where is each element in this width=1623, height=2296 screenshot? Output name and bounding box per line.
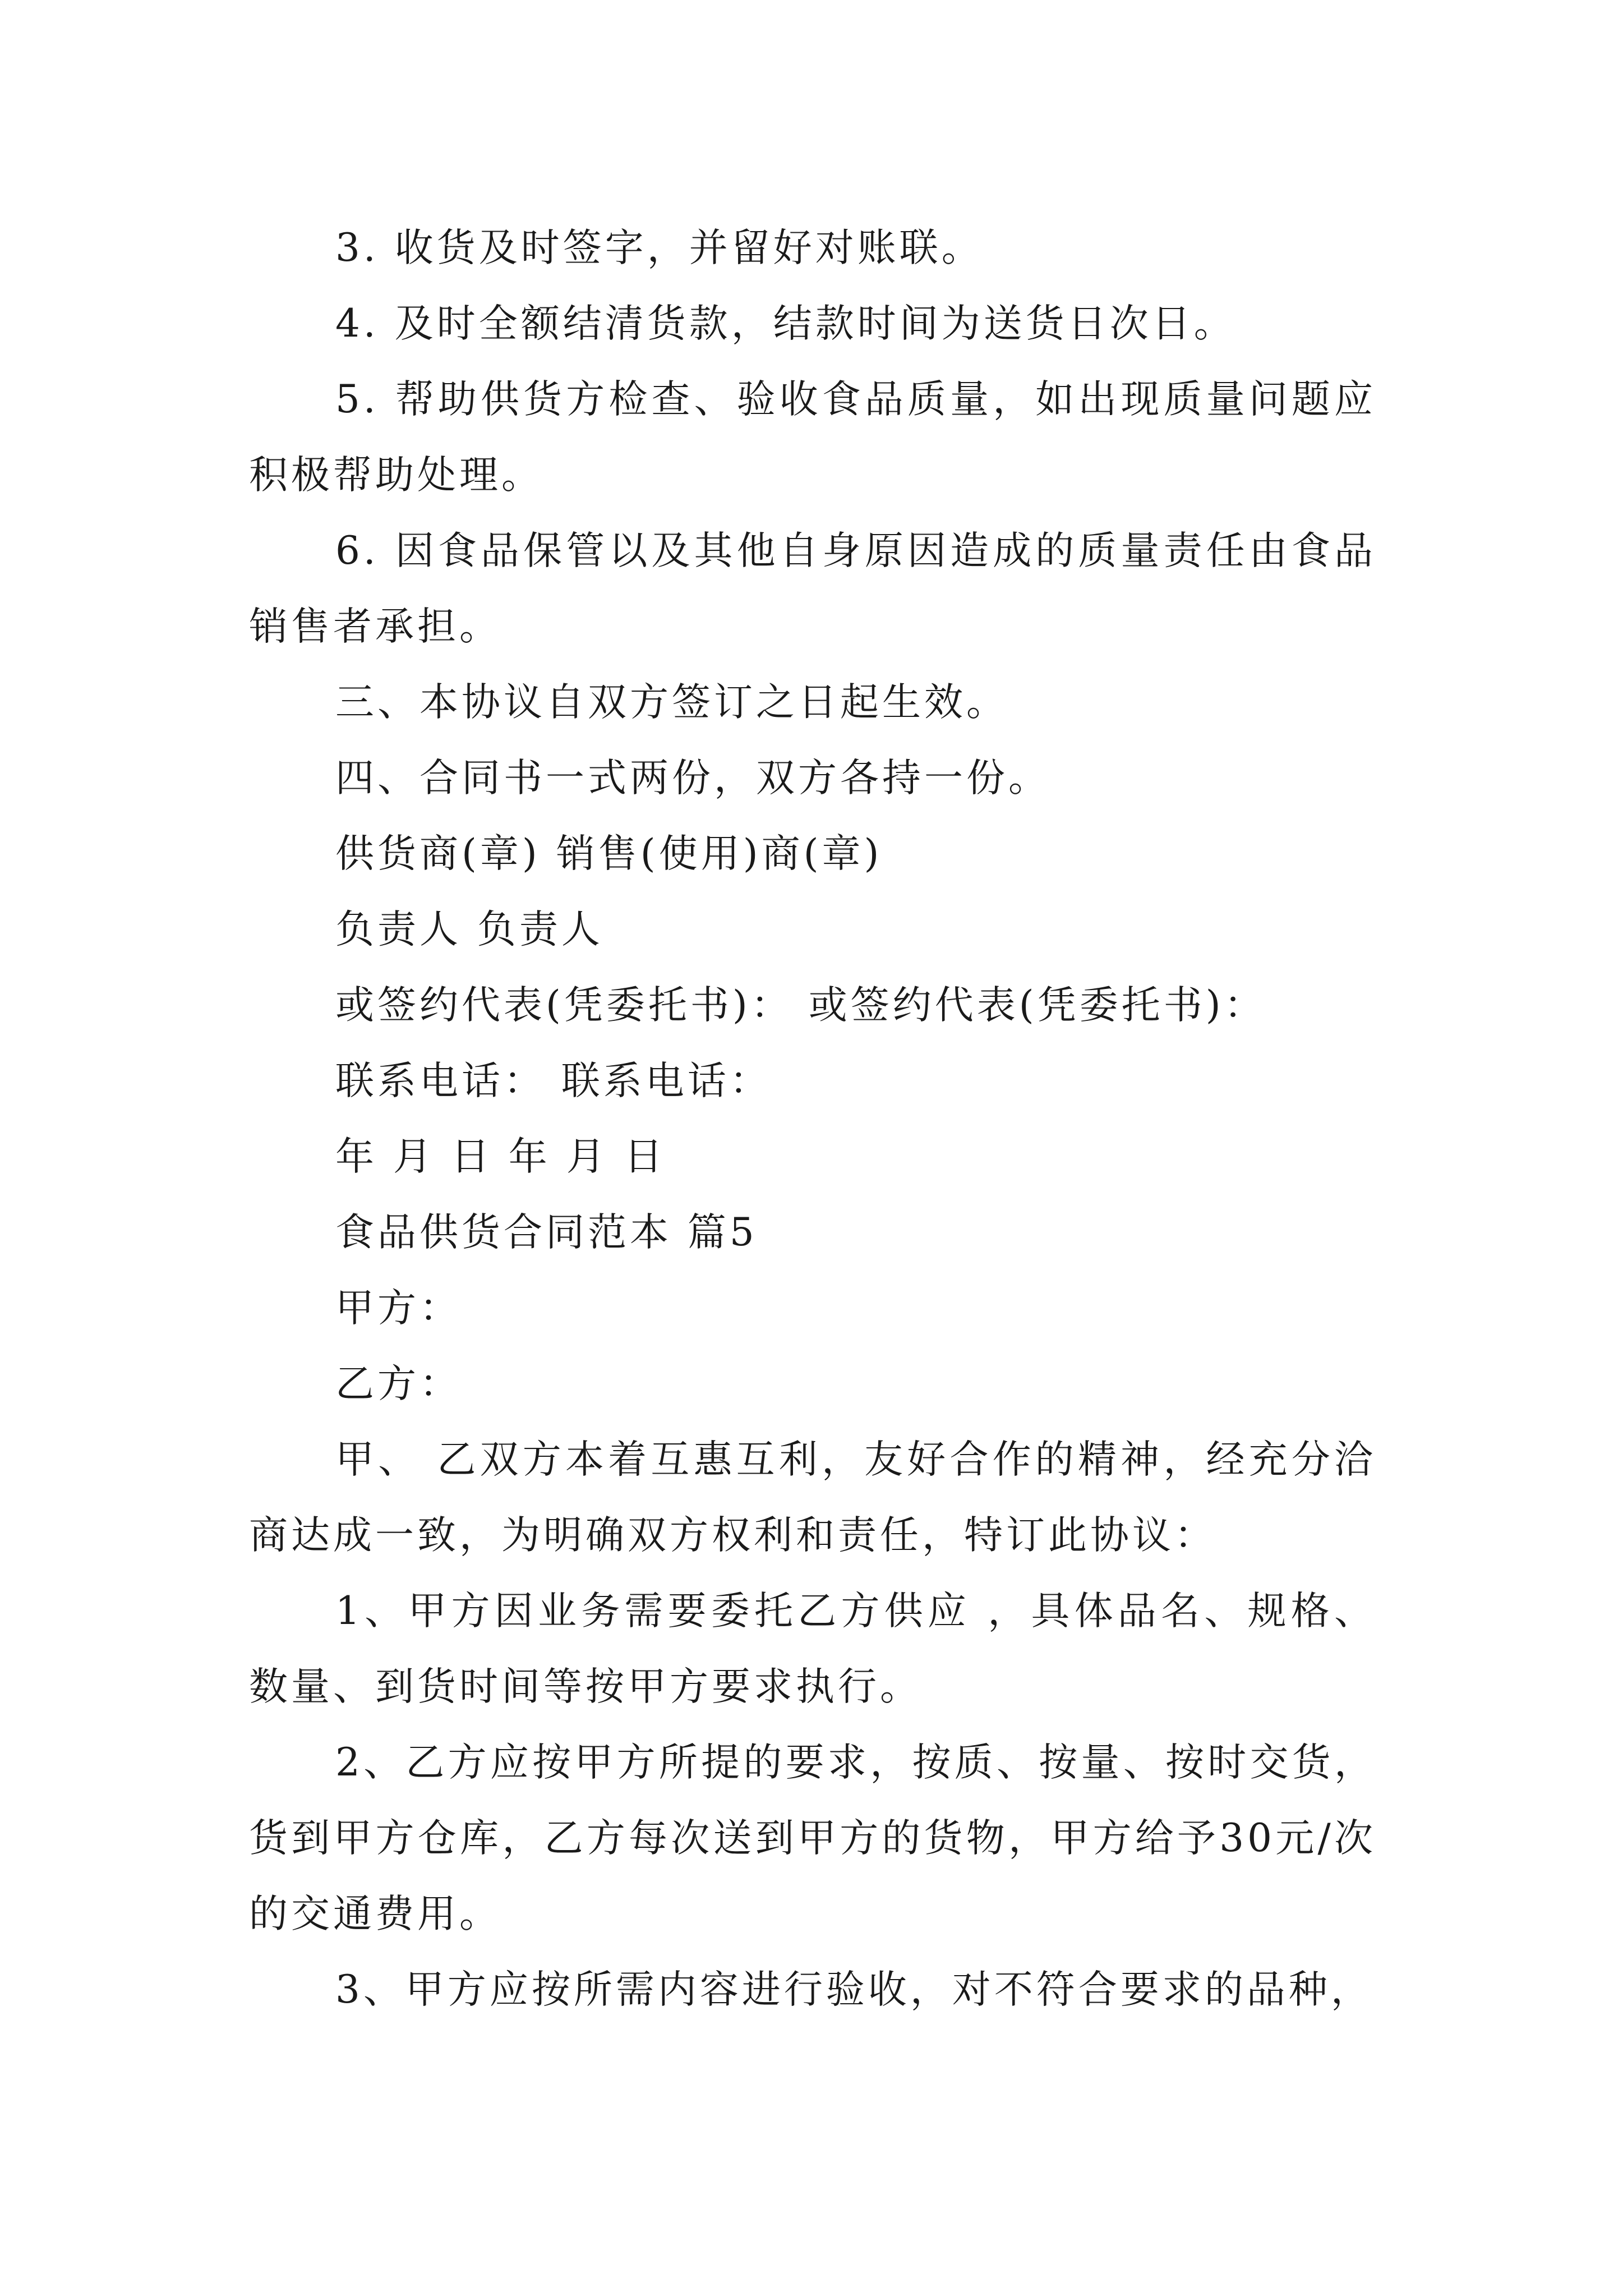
document-body bbox=[249, 210, 1376, 2028]
contract-preamble: 甲、 乙双方本着互惠互利，友好合作的精神，经充分洽商达成一致，为明确双方权利和责任，特订此协议： bbox=[249, 1437, 1376, 1558]
clause-3-receipt: 3. 收货及时签字，并留好对账联。 bbox=[335, 226, 984, 270]
signature-date-line: 年 月 日 年 月 日 bbox=[335, 1134, 666, 1179]
party-b-label: 乙方： bbox=[335, 1361, 462, 1406]
signature-seal-line: 供货商(章) 销售(使用)商(章) bbox=[335, 831, 883, 876]
signature-representative-line: 或签约代表(凭委托书)： 或签约代表(凭委托书)： bbox=[335, 983, 1266, 1028]
section-4-copies: 四、合同书一式两份，双方各持一份。 bbox=[335, 756, 1050, 800]
contract-5-title: 食品供货合同范本 篇5 bbox=[335, 1210, 758, 1255]
clause-4-payment: 4. 及时全额结清货款，结款时间为送货日次日。 bbox=[335, 301, 1236, 346]
signature-responsible-line: 负责人 负责人 bbox=[335, 907, 603, 952]
contract-clause-2: 2、乙方应按甲方所提的要求，按质、按量、按时交货，货到甲方仓库，乙方每次送到甲方的货物，甲方给予30元/次的交通费用。 bbox=[249, 1740, 1376, 1936]
section-3-effective: 三、本协议自双方签订之日起生效。 bbox=[335, 680, 1008, 725]
contract-clause-3: 3、甲方应按所需内容进行验收，对不符合要求的品种， bbox=[335, 1967, 1373, 2012]
party-a-label: 甲方： bbox=[335, 1286, 462, 1331]
contract-clause-1: 1、甲方因业务需要委托乙方供应 ，具体品名、规格、数量、到货时间等按甲方要求执行。 bbox=[249, 1589, 1376, 1709]
clause-5-quality-check: 5. 帮助供货方检查、验收食品质量，如出现质量问题应积极帮助处理。 bbox=[249, 377, 1376, 498]
signature-phone-line: 联系电话： 联系电话： bbox=[335, 1059, 772, 1103]
clause-6-liability: 6. 因食品保管以及其他自身原因造成的质量责任由食品销售者承担。 bbox=[249, 528, 1376, 649]
